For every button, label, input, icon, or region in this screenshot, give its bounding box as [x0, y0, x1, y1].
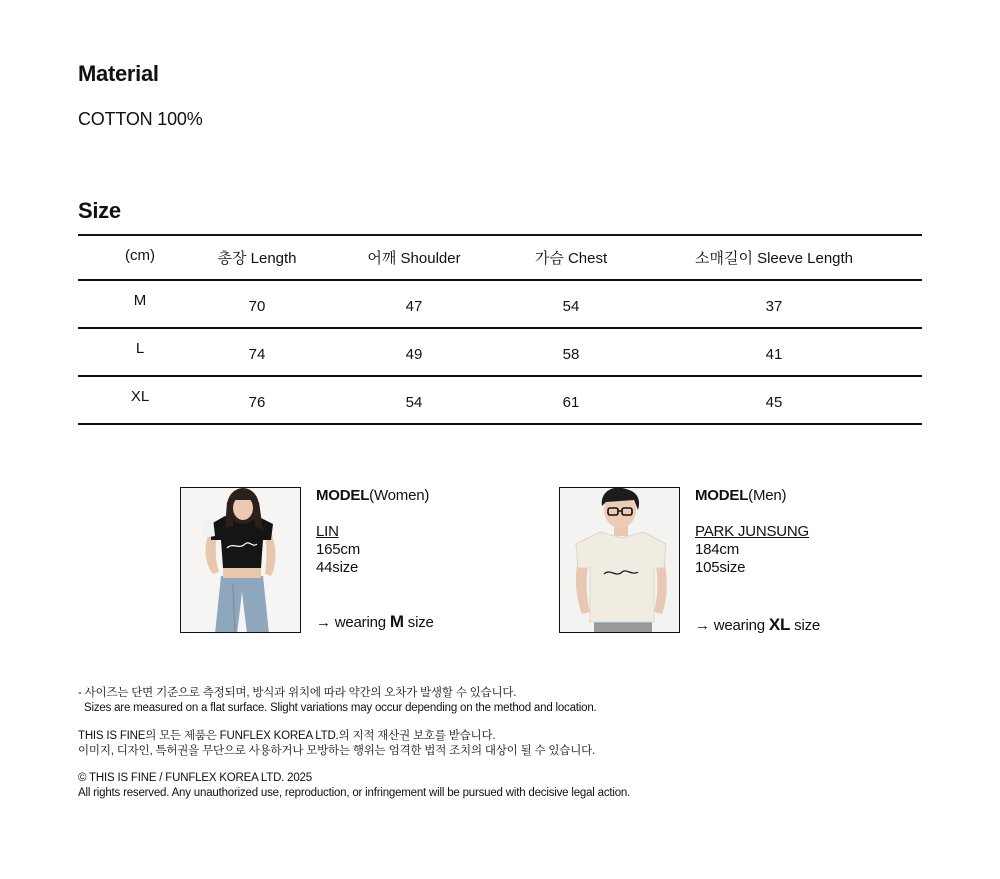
shoulder-value: 49 — [405, 345, 423, 363]
model-info-women — [316, 487, 556, 631]
sleeve-length-value: 41 — [765, 345, 783, 363]
length-value: 74 — [248, 345, 266, 363]
model-height: 184cm — [695, 541, 740, 558]
model-heading: MODEL(Women) — [316, 487, 430, 504]
size-label: L — [135, 339, 145, 357]
wearing-size-text: → wearing M size — [316, 612, 434, 631]
measurement-note-en: Sizes are measured on a flat surface. Slight variations may occur depending on the method and location. — [84, 701, 597, 714]
table-row — [78, 280, 922, 328]
rights-line: All rights reserved. Any unauthorized use, reproduction, or infringement will be pursued with decisive legal action. — [78, 786, 631, 799]
chest-value: 58 — [562, 345, 580, 363]
ip-notice-line1: THIS IS FINE의 모든 제품은 FUNFLEX KOREA LTD.의 지적 재산권 보호를 받습니다. — [78, 730, 496, 742]
chest-value: 54 — [562, 297, 580, 315]
unit-header: (cm) — [125, 247, 155, 264]
size-label: XL — [130, 387, 150, 405]
table-row — [78, 376, 922, 424]
shoulder-value: 47 — [405, 297, 423, 315]
table-row — [78, 328, 922, 376]
length-value: 70 — [248, 297, 266, 315]
model-photo-women — [180, 487, 301, 633]
model-heading: MODEL(Men) — [695, 487, 787, 504]
shoulder-header: 어깨 Shoulder — [367, 250, 461, 267]
model-size: 44size — [316, 559, 359, 576]
model-name: PARK JUNSUNG — [695, 523, 810, 540]
size-label: M — [133, 291, 147, 309]
size-table — [78, 234, 922, 425]
shoulder-value: 54 — [405, 393, 423, 411]
material-value: COTTON 100% — [78, 109, 203, 129]
model-name: LIN — [316, 523, 339, 540]
sleeve-length-header: 소매길이 Sleeve Length — [694, 250, 854, 267]
measurement-note — [78, 686, 597, 715]
model-photo-men — [559, 487, 680, 633]
length-header: 총장 Length — [217, 250, 297, 267]
copyright-line: © THIS IS FINE / FUNFLEX KOREA LTD. 2025 — [78, 772, 312, 784]
measurement-note-ko: - 사이즈는 단면 기준으로 측정되며, 방식과 위치에 따라 약간의 오차가 발생할 수 있습니다. — [78, 687, 517, 699]
size-title: Size — [78, 198, 121, 223]
material-title: Material — [78, 61, 159, 86]
size-table-header-row — [78, 235, 922, 280]
ip-notice — [78, 729, 595, 758]
model-height: 165cm — [316, 541, 361, 558]
chest-header: 가슴 Chest — [534, 250, 608, 267]
chest-value: 61 — [562, 393, 580, 411]
model-info-men — [695, 487, 935, 634]
sleeve-length-value: 45 — [765, 393, 783, 411]
wearing-size-text: → wearing XL size — [695, 615, 821, 634]
sleeve-length-value: 37 — [765, 297, 783, 315]
ip-notice-line2: 이미지, 디자인, 특허권을 무단으로 사용하거나 모방하는 행위는 엄격한 법적 조치의 대상이 될 수 있습니다. — [78, 744, 596, 757]
length-value: 76 — [248, 393, 266, 411]
model-size: 105size — [695, 559, 746, 576]
copyright-notice — [78, 771, 630, 800]
